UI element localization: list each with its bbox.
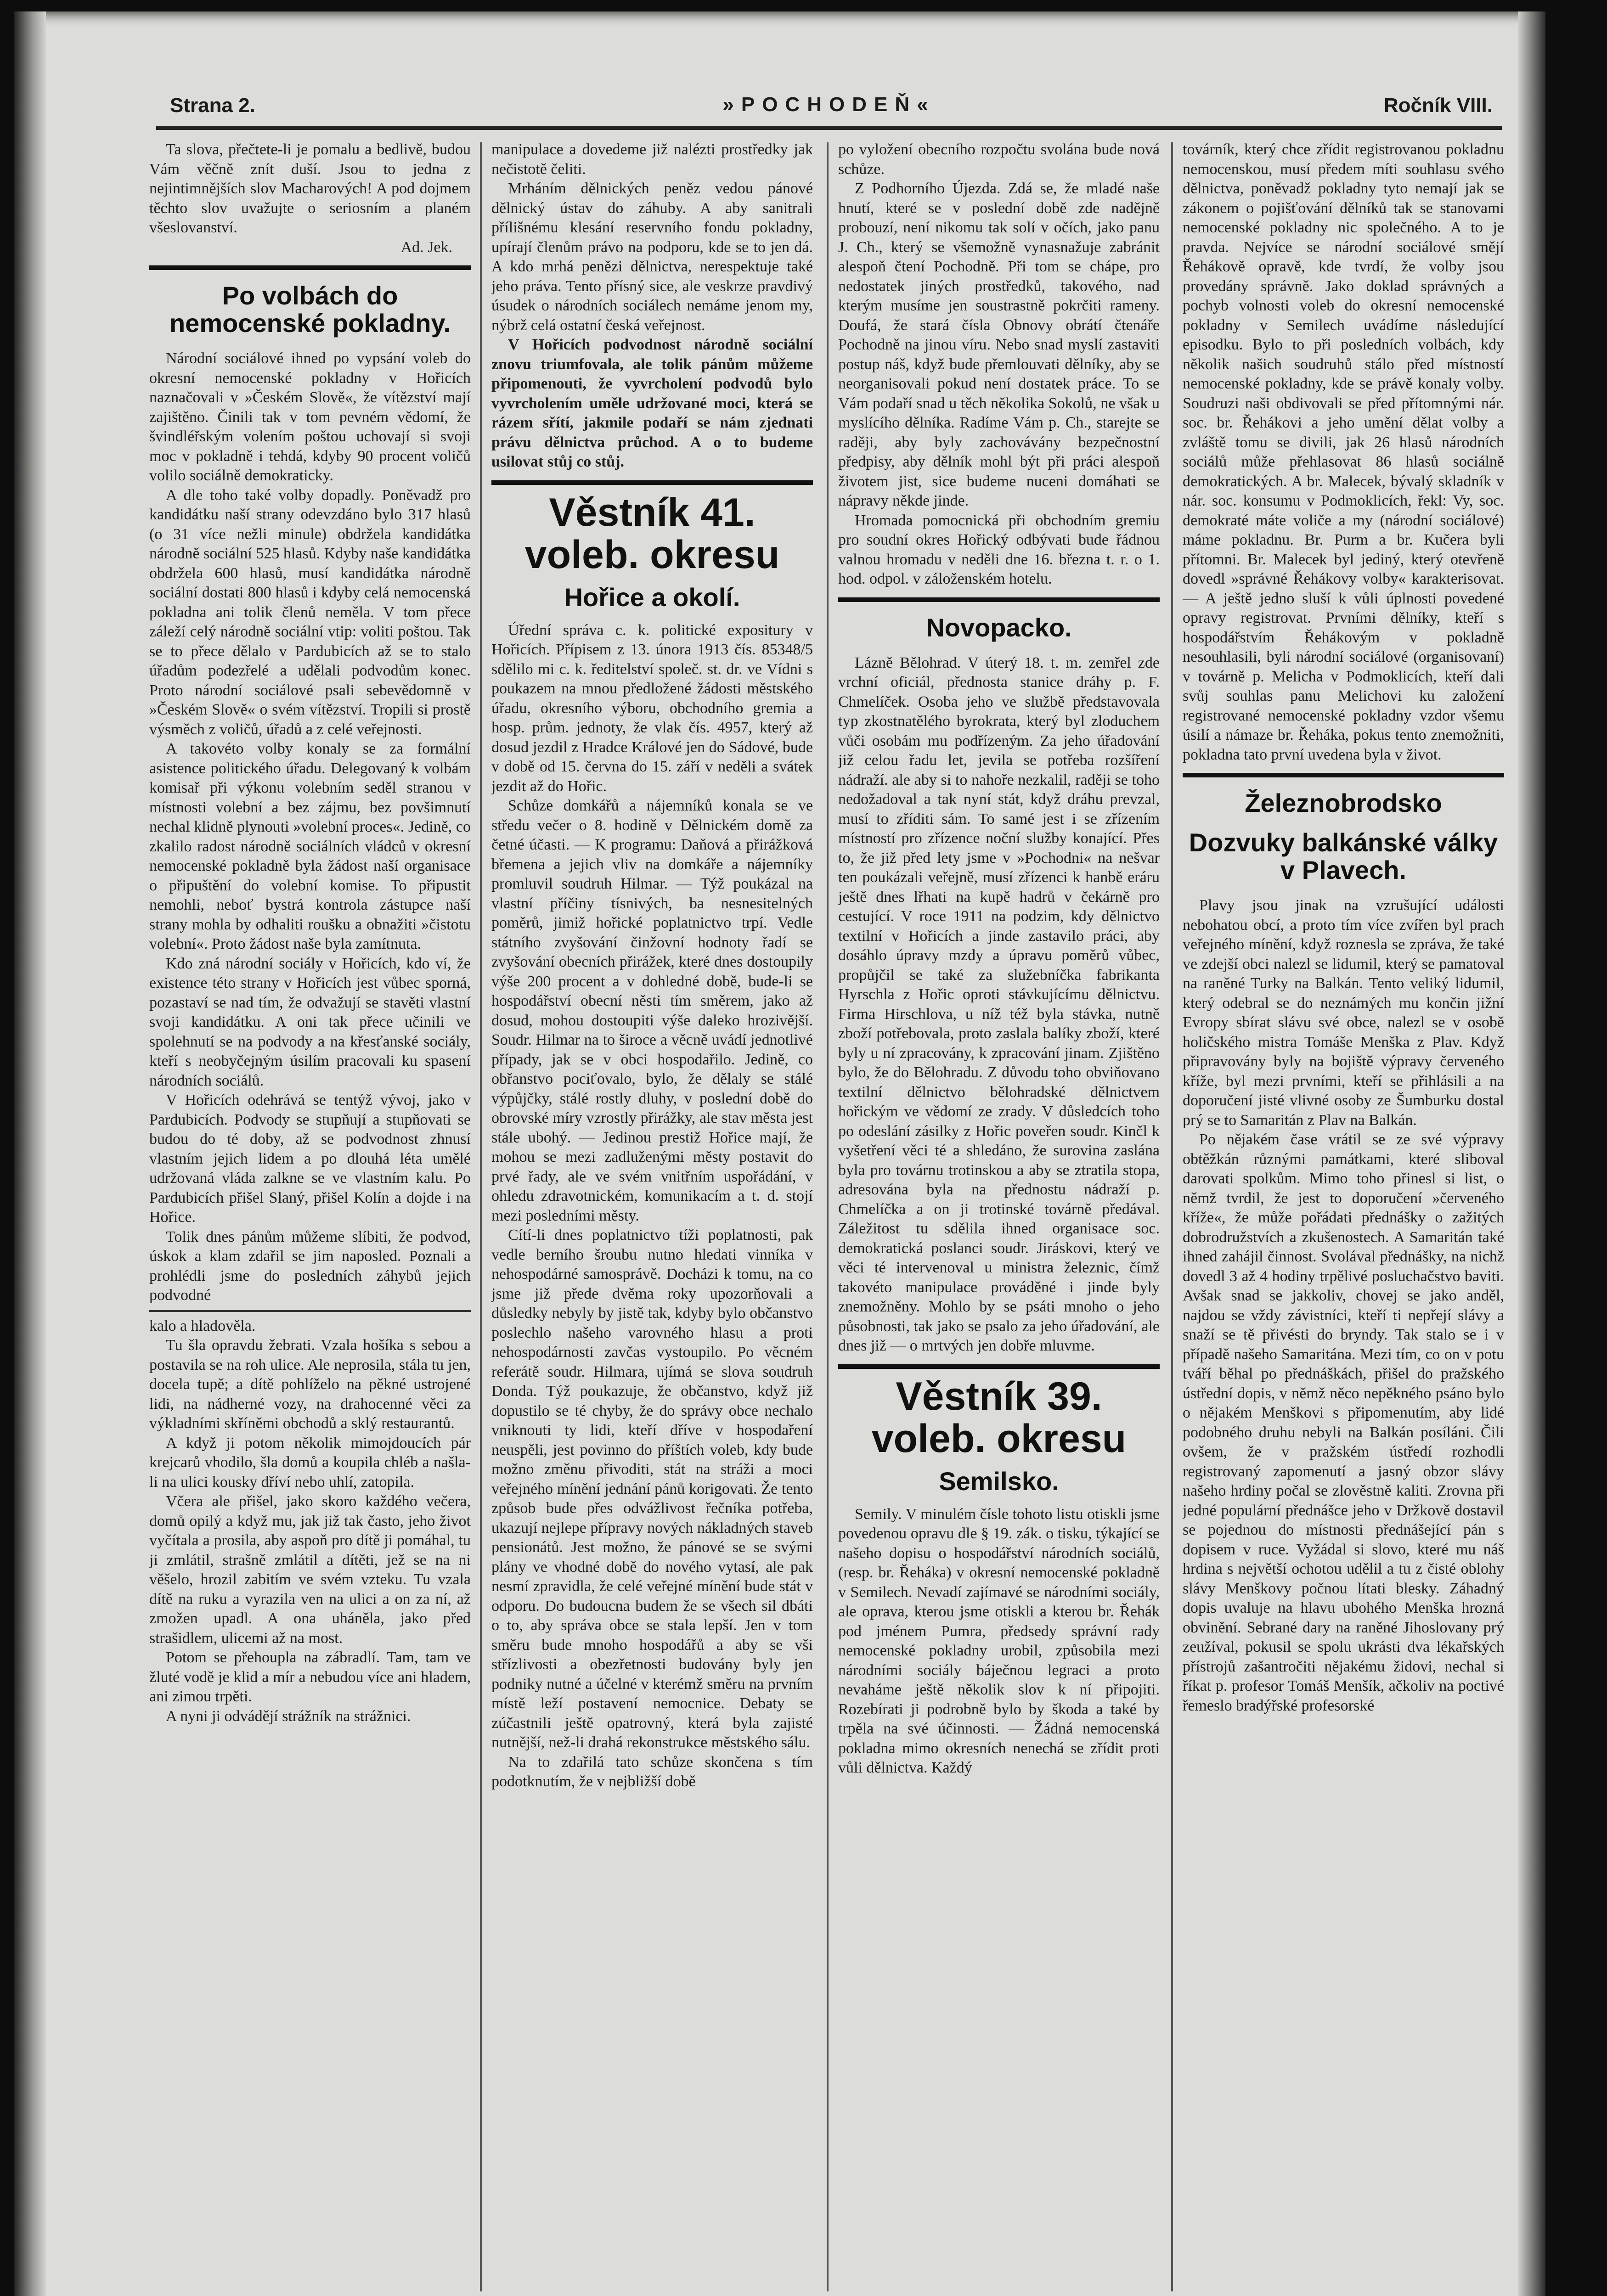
- column-1: [149, 140, 471, 2296]
- paragraph: Hromada pomocnická při obchodním gremiu pro soudní okres Hořický odbývati bude řádnou valnou hromadu v neděli dne 16. března t. r. o 1. hod. odpol. v záloženském hotelu.: [838, 512, 1160, 587]
- paragraph: Ta slova, přečtete-li je pomalu a bedlivě, budou Vám věčně znít duší. Jsou to jedna z nejintimnějších slov Macharových! A pod dojmem těchto slov uvažujte o seriosním a planém všeslovanství.: [149, 141, 471, 236]
- paragraph: Tolik dnes pánům můžeme slíbiti, že podvod, úskok a klam zdařil se jim naposled. Poznali a prohlédli jsme do posledních záhybů jejich podvodné: [149, 1228, 471, 1304]
- paragraph: Národní sociálové ihned po vypsání voleb do okresní nemocenské pokladny v Hořicích naznačovali v »Českém Slově«, že vítězství mají zajištěno. Činili tak v tom pevném vědomí, že švindléřským volením poštou uchovají si svoji moc v pokladně i tehdá, kdyby 90 procent voličů volilo sociálně demokraticky.: [149, 350, 471, 484]
- paragraph: Tu šla opravdu žebrati. Vzala hošíka s sebou a postavila se na roh ulice. Ale neprosila, stála tu jen, docela tupě; a dítě pohlíželo na pěkné ustrojené lidi, na nádherné vozy, na drahocenné věci za výkladními skříněmi obchodů a sklý restaurantů.: [149, 1337, 471, 1432]
- paragraph: A když ji potom několik mimojdoucích pár krejcarů vhodilo, šla domů a koupila chléb a našla-li na ulici kousky dříví nebo uhlí, zatopila.: [149, 1434, 471, 1491]
- section-divider: [1183, 773, 1504, 777]
- region-subheading: Hořice a okolí.: [564, 582, 740, 612]
- page-binding-shadow: [14, 11, 46, 2296]
- column-4: [1183, 140, 1504, 2296]
- section-divider: [149, 1310, 471, 1312]
- paragraph: Potom se přehoupla na zábradlí. Tam, tam ve žluté vodě je klid a mír a nebudou více ani hladem, ani zimou trpěti.: [149, 1649, 471, 1705]
- paragraph: A takovéto volby konaly se za formální asistence politického úřadu. Delegovaný k volbám komisař při výkonu volebním seděl stranou v místnosti volební a bez zájmu, bez povšimnutí nechal klidně plynouti »volební proces«. Jedině, co zkalilo radost národně sociálních vládců v okresní nemocenské pokladně byla žádost naší organisace o připuštění do volební komise. To připustit nemohli, neboť bystrá kontrola zástupce naší strany mohla by odhaliti roušku a obnažiti »čistotu volební«. Proto žádost naše byla zamítnuta.: [149, 740, 471, 952]
- paragraph: Včera ale přišel, jako skoro každého večera, domů opilý a když mu, jak již tak často, jeho život vyčítala a prosila, aby aspoň pro dítě ji pomáhal, tu ji zmlátil, strašně zmlátil a dítěti, jež se na ni věšelo, hrozil zabitím ve svém vzteku. Tu vzala dítě na ruku a vyrazila ven na ulici a on za ní, až zmožen upadl. A ona uháněla, jako před strašidlem, ulicemi až na most.: [149, 1493, 471, 1647]
- bold-paragraph: V Hořicích podvodnost národně sociální znovu triumfovala, ale tolik pánům můžeme připomenouti, že vyvrcholení podvodů bylo vyvrcholením uměle udržované moci, která se rázem sřítí, jakmile podaří se nám zjednati právu dělnictva průchod. A o to budeme usilovat stůj co stůj.: [491, 336, 813, 470]
- section-headline: Věstník 41. voleb. okresu: [524, 490, 780, 577]
- column-2: [491, 140, 813, 2296]
- column-3: [838, 140, 1160, 2296]
- paragraph: Lázně Bělohrad. V úterý 18. t. m. zemřel zde vrchní oficiál, přednosta stanice dráhy p. F. Chmelíček. Osoba jeho ve službě představovala typ zkostnatělého byrokrata, který byl zloduchem vůči osobám mu podřízeným. Za jeho úřadování již celou řadu let, jevila se potřeba rozšíření nádraží. ale aby si to nahoře nezkalil, raději se toho nedožadoval a tak nyní stát, když dráhu prevzal, musí to zříditi sám. To samé jest i se zřízením místností pro zřízence noční služby konající. Přes to, že již před lety jsme v »Pochodni« na nešvar ten poukázali veřejně, musí zřízenci k hanbě eráru ještě dnes lřhati na kupě hadrů v čekárně pro cestující. V roce 1911 na podzim, kdy dělnictvo textilní v Hořicích a jinde zastavilo práci, aby dosáhlo úpravy mzdy a úpravu poměrů vůbec, propůjčil se také za služebníčka fabrikanta Hyrschla z Hořic oproti stávkujícímu dělnictvu. Firma Hirschlova, u níž též byla stávka, nutně zboží potřebovala, proto zaslala balíky zboží, které byly u ní zpracovány, k zpracování jinam. Zjištěno bylo, že do Bělohradu. Z důvodu toho obviňovano textilní dělnictvo bělohradské dělnictvem hořickým ve vědomí ze zrady. V důsledcích toho po odeslání zásilky z Hořic poveřen soudr. Kinčl k vyšetření věci té a shledáno, že surovina zaslána byla pro továrnu trotinskou a aby se ztratila stopa, adresována byla na přednostu nádraží p. Chmelíčka a on ji trotinské továrně předával. Záležitost tu sdělila ihned organisace soc. demokratická poslanci soudr. Jiráskovi, který ve věci té intervenoval u ministra železnic, čímž takovéto manipulace prováděné i jinde byly znemožněny. Mohlo by se psáti mnoho o jeho působnosti, tak jako se psalo za jeho úřadování, ale dnes již — o mrtvých jen dobře mluvme.: [838, 654, 1160, 1354]
- column-rule: [1171, 142, 1173, 2291]
- paragraph: Schůze domkářů a nájemníků konala se ve středu večer o 8. hodině v Dělnickém domě za četné účasti. — K programu: Daňová a přirážková břemena a jejich vliv na domkáře a nájemníky promluvil soudruh Hilmar. — Týž poukázal na vlastní příčiny tísnivých, ba nesnesitelných poměrů, jimiž hořické poplatnictvo trpí. Vedle státního zvyšování činžovní hodnoty řadí se zvyšování obecních přirážek, které dnes dostoupily výše 200 procent a v dohledné době, bude-li se hospodářství obecní něsti tím směrem, jako až dosud, mohou dostoupiti výše daleko hrozivější. Soudr. Hilmar na to široce a věcně uvádí jednotlivé případy, jak se v obci hospodařilo. Jedině, co obřanstvo pociťovalo, bylo, že dělaly se stálé výpůjčky, stálé rostly dluhy, v poslední době do obrovské míry vzrostly přirážky, ale stav města jest stále ubohý. — Jedinou prestiž Hořice mají, že mohou se mezi zadluženými městy postavit do prvé řady, ale ve svém vnitřním uspořádání, v ohledu zdravotnickém, komunikacím a t. d. stojí mezi posledními městy.: [491, 797, 813, 1224]
- paragraph: Po nějakém čase vrátil se ze své výpravy obtěžkán různými památkami, které sliboval darovati spolkům. Mimo toho přinesl si list, o němž tvrdil, že jest to doporučení »červeného kříže«, že může pořádati přednášky o zažitých dobrodružstvích a zkušenostech. A Samaritán také ihned zahájil činnost. Svolával přednášky, na nichž dovedl 3 až 4 hodiny trpělivé posluchačstvo baviti. Avšak snad se jakkoliv, chovej se jako anděl, najdou se vždy závistníci, kteří ti nepřejí slávy a snaží se tě přivésti do bryndy. Tak stalo se i v případě našeho Samaritána. Mezi tím, co on v potu tváří běhal po přednáškách, přišel do pražského ústřední dopis, v němž něco nepěkného psáno bylo o nějakém Menškovi s připomenutím, aby lidé podobného druhu nebyli na Balkán posíláni. Čili ovšem, že v pražském ústředí rozhodli registrovaný zapomenutí a jasný obzor slávy našeho hrdiny počal se zlověstně kaliti. Zrovna při jedné populární přednášce jeho v Držkově dostavil se pojednou do místnosti přednášející pán s dopisem v ruce. Vyžádal si slovo, které mu náš hrdina s největší ochotou udělil a tu z čisté oblohy slávy Menškovy počnou lítati blesky. Záhadný dopis uvaluje na hlavu ubohého Menška hrozná obvinění. Sebrané dary na raněné Jihoslovany prý zeužíval, pokusil se spolu ukrásti dva lékařských přístrojů zašantročiti nějakému židovi, nechal si říkat p. profesor Tomáš Menšík, ačkoliv na poctivé řemeslo bradýřské profesorské: [1183, 1131, 1504, 1714]
- paragraph: Úřední správa c. k. politické expositury v Hořicích. Přípisem z 13. února 1913 čís. 85348/5 sdělilo mi c. k. ředitelství společ. st. dr. ve Vídni s poukazem na mnou předložené žádosti městského úřadu, okresního výboru, obchodního gremia a hosp. prům. jednoty, že vlak čís. 4957, který až dosud jezdil z Hradce Králové jen do Sádové, bude v době od 15. června do 15. září v neděli a svátek jezdit až do Hořic.: [491, 621, 813, 795]
- paragraph: Semily. V minulém čísle tohoto listu otiskli jsme povedenou opravu dle § 19. zák. o tisku, týkající se našeho dopisu o hospodářství národních sociálů, (resp. br. Řehákа) v okresní nemocenské pokladně v Semilech. Nevadí zajímavé se národními sociály, ale oprava, kterou jsme otiskli a kterou br. Řehák pod jménem Pumra, předsedy správní rady nemocenské pokladny urobil, způsobila mezi národními sociály báječnou legraci a proto nevaháme ještě několik slov k ní připojiti. Rozebírati ji podrobně bylo by škoda a také by trpěla na své účinnosti. — Žádná nemocenská pokladna mimo okresních nenechá se zřídit proti vůli dělnictva. Každý: [838, 1505, 1160, 1776]
- page-number: Strana 2.: [170, 94, 255, 117]
- paragraph: A dle toho také volby dopadly. Poněvadž pro kandidátku naší strany odevzdáno bylo 317 hlasů (o 31 více nežli minule) obdržela kandidátka národně sociální 525 hlasů. Kdyby naše kandidátka obdržela 600 hlasů, musí kandidátka národně sociální dostati 800 hlasů i kdyby celá nemocenská pokladna ani tolik členů neměla. V tom přece záleží celý národně sociální vtip: voliti poštou. Tak se to přece dělalo v Pardubicích až se to stalo úřadům podezřelé a udělali podvodům konec. Proto národní sociálové psali sebevědomně v »Českém Slově« o svém vítězství. Tropili si prostě výsměch z voličů, úřadů a z celé veřejnosti.: [149, 486, 471, 738]
- paragraph: Z Podhorního Újezda. Zdá se, že mladé naše hnutí, které se v poslední době zde nadějně probouzí, není nikomu tak solí v očích, jako panu J. Ch., který se všemožně vynasnažuje zabránit alespoň čtení Pochodně. Při tom se chápe, pro nedostatek jiných prostředků, takového, nad kterým musíme jen soustrastně pokrčiti rameny. Doufá, že stará čísla Obnovy obrátí čtenáře Pochodně na jinou víru. Nebo snad myslí zastaviti postup náš, když bude přemlouvati dělníky, aby se neorganisovali pokud není dostatek práce. To se Vám podaří snad u těch několika Sokolů, ne však u myslícího dělníka. Radíme Vám p. Ch., starejte se raději, aby byly zachovávány bezpečnostní předpisy, aby dělník mohl být při práci alespoň životem jist, sice budeme nuceni domáhati se nápravy někde jinde.: [838, 180, 1160, 509]
- paragraph: Cítí-li dnes poplatnictvo tíži poplatnosti, pak vedle berního šroubu nutno hledati vinníka v nehospodárné samosprávě. Docházi k tomu, na co jsme již přede dvěma roky upozorňovali a důsledky nebyly by jistě tak, kdyby bylo občanstvo poslechlo našeho varovného hlasu a proti nehospodárnosti zavčas vystoupilo. Po věcném referátě soudr. Hilmara, ujímá se slova soudruh Donda. Týž poukazuje, že občanstvo, když již dopustilo se té chyby, že do správy obce nechalo vniknouti ty lidi, kteří dříve v hospodaření neuspěli, jest povinno do příštích voleb, kdy bude možno změnu přivoditi, stát na stráži a moci veřejného mínění jednání pánů korigovati. Že tento způsob bude přes odvážlivost řečníka potřeba, ukazují nejlepe přípravy nových nákladných staveb pensionátů. Jest možno, že pánové se se svými plány ve vhodné době do nového vytasí, ale pak nesmí zpravidla, že celé veřejné mínění bude stát v odporu. Do budoucna budem že se všech sil dbáti o to, aby správa obce se stala lepší. Jen v tom směru bude mnoho hospodářů a aby se vši střízlivosti a obezřetnosti budovány byly jen podniky nutné a účelné v kterémž směru na prvním místě leží postavení nemocnice. Debaty se zúčastnili ještě opatrovný, která byla zajisté nutnější, než-li drahá rekonstrukce městského sálu.: [491, 1227, 813, 1751]
- section-headline: Věstník 39. voleb. okresu: [871, 1374, 1127, 1461]
- page-header: [156, 90, 1502, 130]
- column-rule: [480, 142, 482, 2291]
- volume-number: Ročník VIII.: [1383, 94, 1493, 117]
- section-divider: [838, 1364, 1160, 1369]
- section-divider: [491, 480, 813, 485]
- paragraph: Plavy jsou jinak na vzrušující události nebohatou obcí, a proto tím více zvířen byl prach veřejného mínění, když roznesla se zpráva, že také ve zdejší obci nalezl se lidumil, který se pamatoval na raněné Turky na Balkán. Tento veliký lidumil, který odebral se do neznámých mu končin jižní Evropy sbírat slávu své obce, nalezl se v osobě holičského mistra Tomáše Menška z Plav. Když připravovány byly na bojiště výpravy červeného kříže, byl mezi prvními, kteří se přihlásili a na doporučení jisté vlivné osoby ze Šumburku dostal prý se to Samaritán z Plav na Balkán.: [1183, 897, 1504, 1129]
- region-subheading: Semilsko.: [939, 1466, 1059, 1496]
- column-rule: [827, 142, 829, 2291]
- page-edge-shadow: [1518, 11, 1545, 2296]
- paragraph: V Hořicích odehrává se tentýž vývoj, jako v Pardubicích. Podvody se stupňují a stupňovati se budou do té doby, až se podvodnost zhnusí vlastním jejich lidem a po dlouhá léta umělé udržovaná vláda zalkne se ve vlastním kalu. Po Pardubicích přišel Slaný, přišel Kolín a dojde i na Hořice.: [149, 1092, 471, 1226]
- article-headline: Po volbách do nemocenské pokladny.: [169, 281, 451, 338]
- continued-paragraph: manipulace a dovedeme již nalézti prostředky jak nečistotě čeliti.: [491, 141, 813, 178]
- continued-paragraph: po vyložení obecního rozpočtu svolána bude nová schůze.: [838, 141, 1160, 178]
- paragraph: Kdo zná národní sociály v Hořicích, kdo ví, že existence této strany v Hořicích jest vůbec sporná, pozastaví se nad tím, že odvažují se stavěti vlastní svoji kandidátku. A oni tak přece učinili ve spolehnutí se na podvody a na křesťanské sociály, kteří s neobyčejným úsilím pracovali ku spasení národních sociálů.: [149, 955, 471, 1089]
- paragraph: A nyni ji odvádějí strážník na strážnici.: [166, 1707, 411, 1725]
- article-headline: Novopacko.: [926, 613, 1072, 642]
- masthead-title: »POCHODEŇ«: [722, 93, 936, 116]
- paragraph: Na to zdařilá tato schůze skončena s tím podotknutím, že v nejbližší době: [491, 1753, 813, 1790]
- section-divider: [838, 597, 1160, 602]
- continued-paragraph: továrník, který chce zřídit registrovanou pokladnu nemocenskou, musí předem míti souhlasu svého dělnictva, poněvadž pokladny tyto nemají jak se zákonem o pojišťování dělníků tak se stanovami nemocenské pokladny nic společného. A to je pravda. Nejvíce se národní sociálové smějí Řehákově opravě, kde tvrdí, že volby jsou provedány správně. Jako doklad správných a pochyb volnosti voleb do okresní nemocenské pokladny v Semilech uvádíme následující episodku. Bylo to při posledních volbách, kdy několik našich soudruhů stálo před místností nemocenské pokladny, kde se právě konaly volby. Soudruzi naši obdivovali se před přítomnými nár. soc. br. Řehákovi a jeho umění dělat volby a zvláště tomu se divili, jak 26 hlasů národních sociálů může přehlasovat 86 hlasů sociálně demokratických. A br. Malecek, bývalý skladník v nár. soc. konsumu v Podmoklicích, řekl: Vy, soc. demokraté máte voliče a my (národní sociálové) máme pokladnu. Br. Purm a br. Kučera byli přítomni. Br. Malecek byl jediný, který otevřeně dovedl »správné Řehákovy volby« karakterisovat. — A ještě jedno sluší k vůli úplnosti povedené opravy registrovat. Prvními dělníky, kteří s hospodářstvím Řehákovým v pokladně nesouhlasili, byli národní sociálové (organisovaní) v továrně p. Melicha v Podmoklicích, kteří dali svůj souhlas panu Melichovi ku založení registrované nemocenské pokladny vzdor všemu úsilí a námaze br. Řeháka, pokus tento znemožniti, pokladna tato první uvedena byla v život.: [1183, 141, 1504, 763]
- continued-paragraph: kalo a hladověla.: [149, 1317, 256, 1334]
- article-headline: Železnobrodsko: [1245, 788, 1442, 817]
- section-divider: [149, 265, 471, 270]
- author-signature: Ad. Jek.: [400, 238, 452, 256]
- article-headline: Dozvuky balkánské války v Plavech.: [1189, 828, 1498, 884]
- paragraph: Mrháním dělnických peněz vedou pánové dělnický ústav do záhuby. A aby sanitrali přílišnému klesání reservního fondu pokladny, upírají členům právo na podporu, kde se to jen dá. A kdo mrhá penězi dělnictva, nerespektuje také jeho práva. Tento přísný sice, ale veskrze pravdivý úsudek o národních sociálech nemáme jenom my, nýbrž celá ostatní česká veřejnost.: [491, 180, 813, 334]
